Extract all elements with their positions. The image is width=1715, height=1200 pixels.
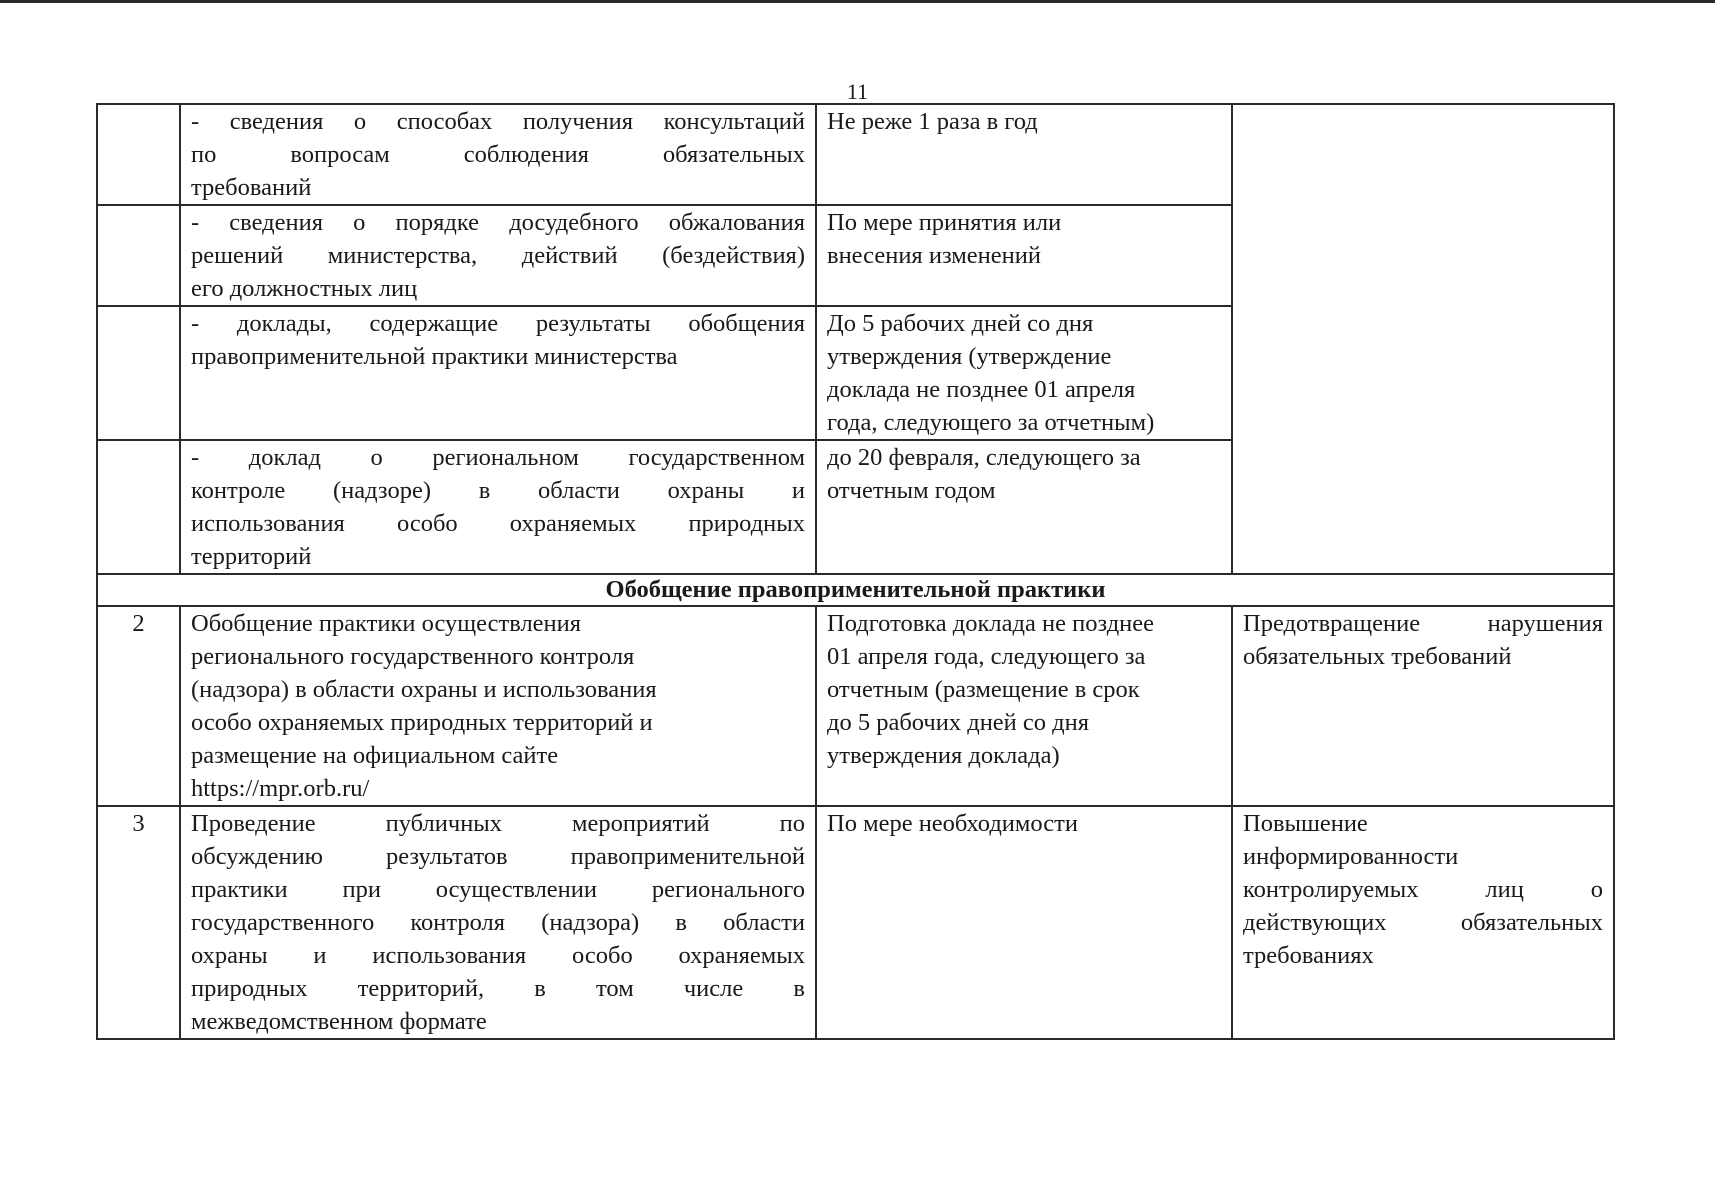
scan-top-edge (0, 0, 1715, 3)
result-cell-empty (1232, 104, 1614, 574)
section-title: Обобщение правоприменительной практики (97, 574, 1614, 606)
deadline-cell: до 20 февраля, следующего за отчетным годом (816, 440, 1232, 574)
row-number-cell: 2 (97, 606, 180, 806)
table-row (97, 606, 1614, 806)
deadline-cell: Не реже 1 раза в год (816, 104, 1232, 205)
measure-content-cell: - сведения о способах получения консультаций по вопросам соблюдения обязательных требований (180, 104, 816, 205)
table-row (97, 104, 1614, 205)
deadline-cell: По мере необходимости (816, 806, 1232, 1039)
measure-content-cell: Обобщение практики осуществления регионального государственного контроля (надзора) в области охраны и использования особо охраняемых природных территорий и размещение на официальном сайте https://mpr.orb.ru/ (180, 606, 816, 806)
table-row (97, 806, 1614, 1039)
row-number-cell (97, 440, 180, 574)
row-number-cell: 3 (97, 806, 180, 1039)
website-link: https://mpr.orb.ru/ (191, 775, 370, 802)
section-row (97, 574, 1614, 606)
result-cell: Повышение информированности контролируемых лиц о действующих обязательных требованиях (1232, 806, 1614, 1039)
measure-content-cell: - доклады, содержащие результаты обобщения правоприменительной практики министерства (180, 306, 816, 440)
measure-content-cell: Проведение публичных мероприятий по обсуждению результатов правоприменительной практики при осуществлении регионального государственного контроля (надзора) в области охраны и использования особо охраняемых природных территорий, в том числе в межведомственном формате (180, 806, 816, 1039)
row-number-cell (97, 104, 180, 205)
measure-content-cell: - сведения о порядке досудебного обжалования решений министерства, действий (бездействия) его должностных лиц (180, 205, 816, 306)
deadline-cell: До 5 рабочих дней со дня утверждения (утверждение доклада не позднее 01 апреля года, следующего за отчетным) (816, 306, 1232, 440)
measure-content-cell: - доклад о региональном государственном контроле (надзоре) в области охраны и использования особо охраняемых природных территорий (180, 440, 816, 574)
row-number-cell (97, 205, 180, 306)
deadline-cell: По мере принятия или внесения изменений (816, 205, 1232, 306)
page-number: 11 (846, 79, 869, 104)
deadline-cell: Подготовка доклада не позднее 01 апреля года, следующего за отчетным (размещение в срок до 5 рабочих дней со дня утверждения доклада) (816, 606, 1232, 806)
measures-table (96, 103, 1615, 1040)
row-number-cell (97, 306, 180, 440)
result-cell: Предотвращение нарушения обязательных требований (1232, 606, 1614, 806)
